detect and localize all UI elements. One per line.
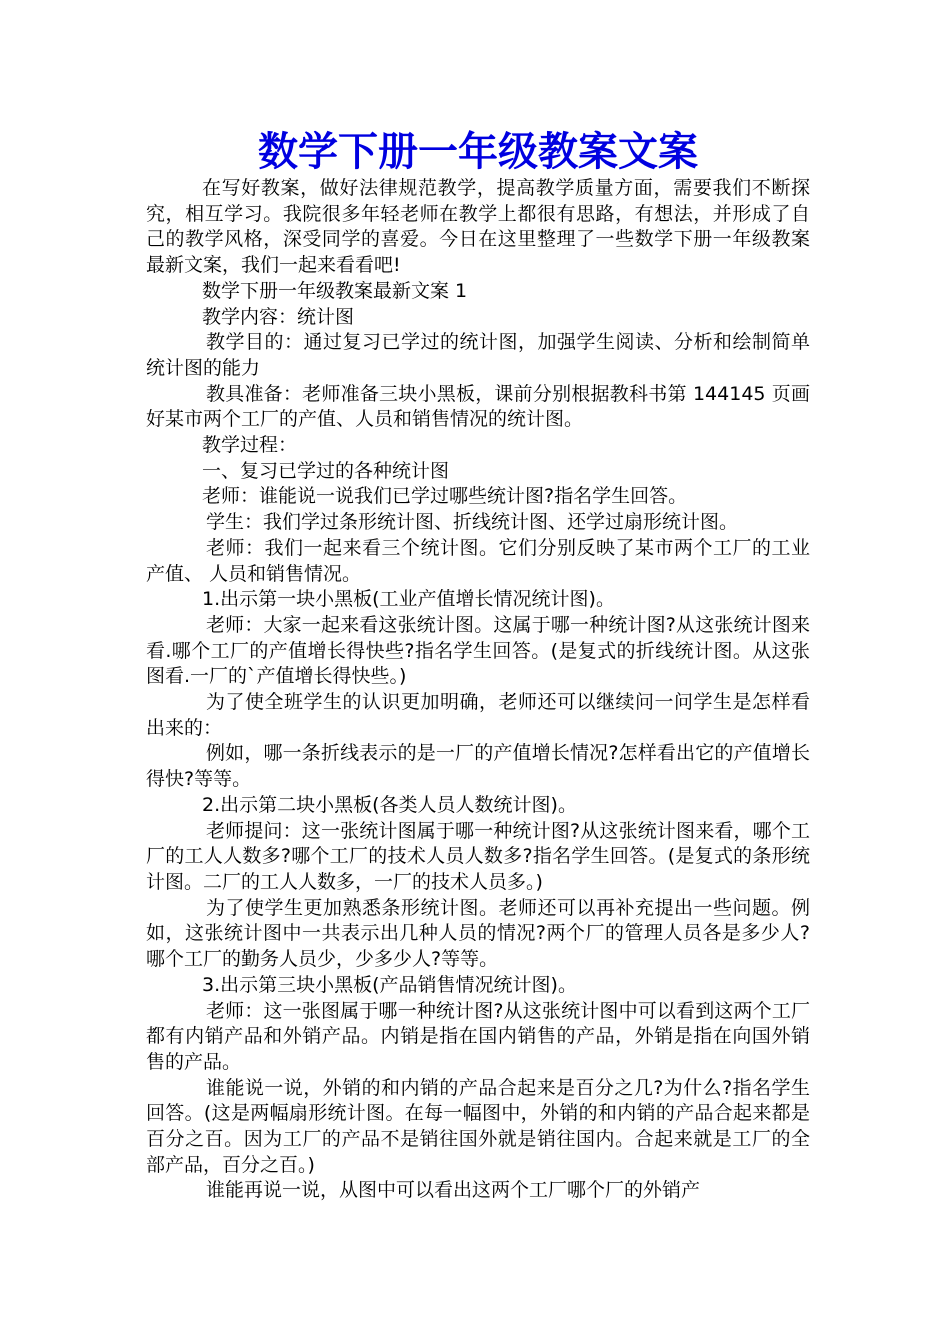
paragraph-board-one: 1.出示第一块小黑板(工业产值增长情况统计图)。 (202, 588, 615, 611)
paragraph-example: 例如，哪一条折线表示的是一厂的产值增长情况?怎样看出它的产值增长得快?等等。 (146, 742, 810, 791)
paragraph-percent-question: 谁能说一说，外销的和内销的产品合起来是百分之几?为什么?指名学生回答。(这是两幅扇形统计图。在每一幅图中，外销的和内销的产品合起来都是百分之百。因为工厂的产品不是销往国外就是销往国内。合起来就是工厂的全部产品，百分之百。) (146, 1076, 810, 1176)
document-title: 数学下册一年级教案文案 (258, 129, 698, 175)
document-page (146, 126, 810, 1204)
paragraph-board-two: 2.出示第二块小黑板(各类人员人数统计图)。 (202, 793, 577, 816)
paragraph-board-three: 3.出示第三块小黑板(产品销售情况统计图)。 (202, 973, 577, 996)
paragraph-objective: 教学目的：通过复习已学过的统计图，加强学生阅读、分析和绘制简单统计图的能力 (146, 331, 810, 379)
paragraph-review-heading: 一、复习已学过的各种统计图 (202, 459, 450, 482)
paragraph-student-answer: 学生：我们学过条形统计图、折线统计图、还学过扇形统计图。 (206, 511, 739, 534)
paragraph-process: 教学过程： (202, 434, 298, 457)
paragraph-bar-chart-extra: 为了使学生更加熟悉条形统计图。老师还可以再补充提出一些问题。例如，这张统计图中一共表示出几种人员的情况?两个厂的管理人员各是多少人?哪个工厂的勤务人员少，少多少人?等等。 (146, 896, 810, 971)
paragraph-materials: 教具准备：老师准备三块小黑板，课前分别根据教科书第 144145 页画好某市两个工厂的产值、人员和销售情况的统计图。 (146, 382, 810, 431)
paragraph-bar-chart-discussion: 老师提问：这一张统计图属于哪一种统计图?从这张统计图来看，哪个工厂的工人人数多?哪个工厂的技术人员人数多?指名学生回答。(是复式的条形统计图。二厂的工人人数多，一厂的技术人员多。) (146, 819, 810, 893)
paragraph-intro: 在写好教案，做好法律规范教学，提高教学质量方面，需要我们不断探究，相互学习。我院很多年轻老师在教学上都很有思路，有想法，并形成了自己的教学风格，深受同学的喜爱。今日在这里整理了一些数学下册一年级教案最新文案，我们一起来看看吧! (146, 177, 810, 277)
paragraph-section-heading: 数学下册一年级教案最新文案 1 (202, 279, 468, 302)
paragraph-teacher-three-charts: 老师：我们一起来看三个统计图。它们分别反映了某市两个工厂的工业产值、 人员和销售情况。 (146, 536, 810, 585)
paragraph-clarify: 为了使全班学生的认识更加明确，老师还可以继续问一问学生是怎样看出来的： (146, 691, 810, 739)
paragraph-content: 教学内容：统计图 (202, 305, 355, 328)
paragraph-export-question: 谁能再说一说，从图中可以看出这两个工厂哪个厂的外销产 (206, 1179, 701, 1202)
paragraph-pie-chart-discussion: 老师：这一张图属于哪一种统计图?从这张统计图中可以看到这两个工厂都有内销产品和外销产品。内销是指在国内销售的产品，外销是指在向国外销售的产品。 (146, 999, 810, 1073)
paragraph-teacher-question: 老师：谁能说一说我们已学过哪些统计图?指名学生回答。 (202, 485, 688, 508)
paragraph-line-chart-discussion: 老师：大家一起来看这张统计图。这属于哪一种统计图?从这张统计图来看.哪个工厂的产值增长得快些?指名学生回答。(是复式的折线统计图。从这张图看.一厂的`产值增长得快些。) (146, 613, 810, 688)
